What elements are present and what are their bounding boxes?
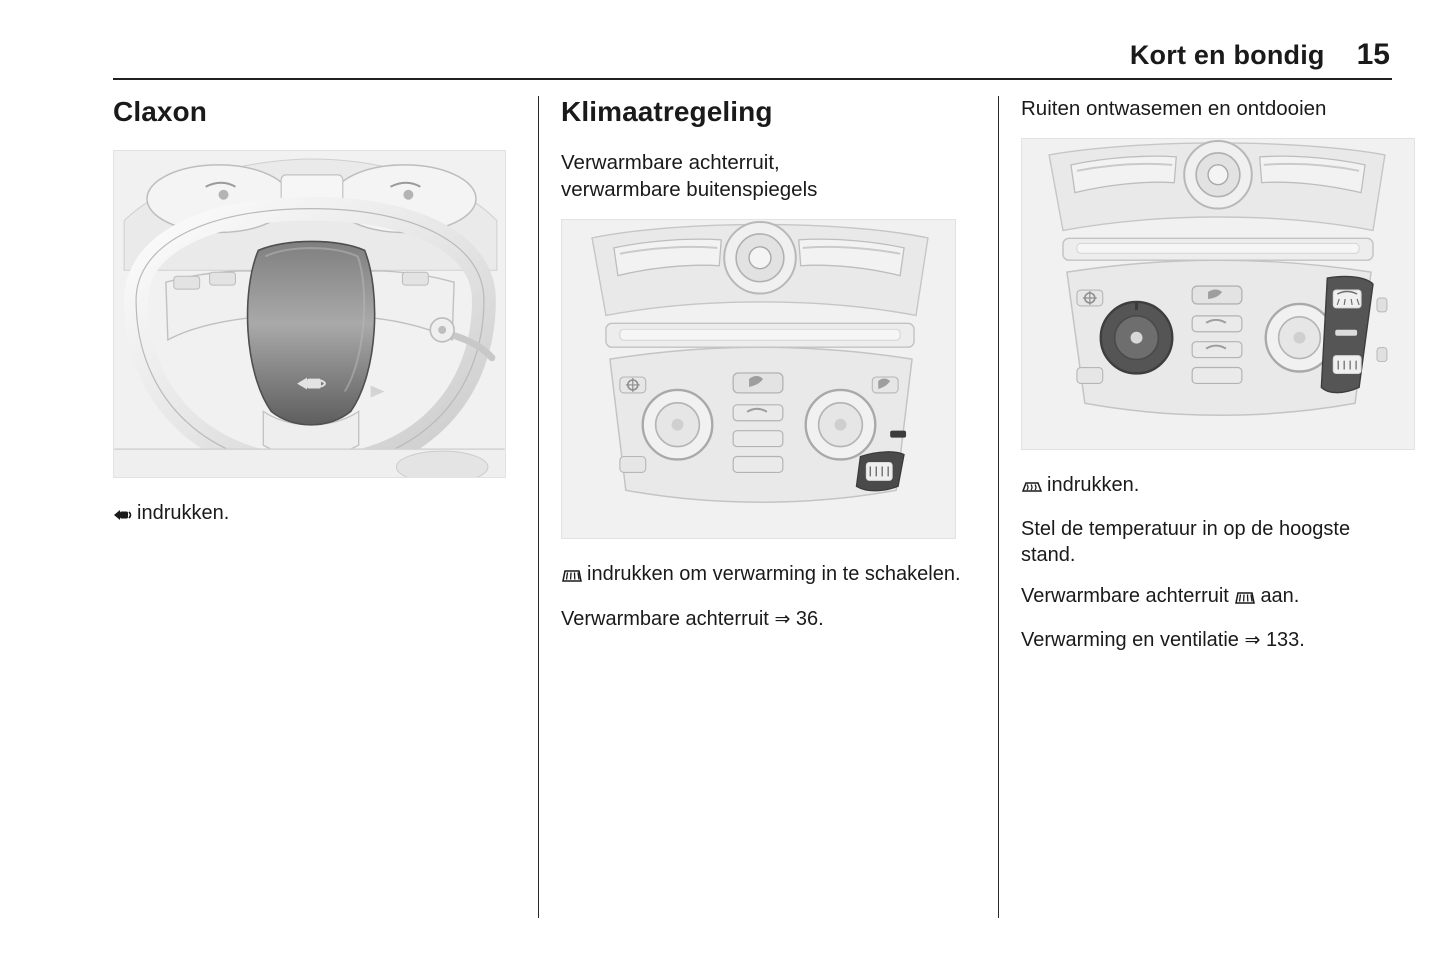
steering-wheel-horn-illustration bbox=[113, 150, 506, 478]
klimaat-paragraph-1-text: indrukken om verwarming in te schakelen. bbox=[587, 563, 961, 586]
horn-icon bbox=[113, 504, 133, 530]
rear-window-heating-icon bbox=[561, 565, 583, 591]
ruiten-paragraph-4 bbox=[1021, 627, 1392, 653]
claxon-caption-text: indrukken. bbox=[137, 502, 230, 525]
page-title: Kort en bondig bbox=[1129, 40, 1325, 70]
ruiten-paragraph-3-after: aan. bbox=[1260, 584, 1300, 607]
page-number: 15 bbox=[1356, 38, 1390, 71]
ruiten-paragraph-1 bbox=[1021, 472, 1392, 502]
klimaat-ref-label: Verwarmbare achterruit bbox=[561, 607, 769, 630]
page-header bbox=[113, 38, 1392, 80]
ruiten-paragraph-3-before: Verwarmbare achterruit bbox=[1021, 584, 1229, 607]
ruiten-paragraph-2: Stel de temperatuur in op de hoogste stand. bbox=[1021, 518, 1351, 567]
windshield-defrost-icon bbox=[1021, 476, 1043, 502]
ruiten-paragraph-1-text: indrukken. bbox=[1047, 473, 1140, 496]
subsection-title-verwarmbare bbox=[561, 150, 964, 203]
cross-reference-arrow-icon: ⇒ bbox=[774, 607, 791, 630]
climate-control-panel-illustration bbox=[561, 219, 956, 539]
column-claxon bbox=[113, 96, 538, 918]
column-klimaatregeling bbox=[538, 96, 998, 918]
column-ruiten-ontwasemen bbox=[998, 96, 1392, 918]
defrost-control-panel-illustration bbox=[1021, 138, 1415, 450]
ruiten-ref-label: Verwarming en ventilatie bbox=[1021, 629, 1239, 652]
claxon-caption bbox=[113, 500, 504, 530]
klimaat-paragraph-2 bbox=[561, 606, 964, 632]
rear-window-heating-icon bbox=[1234, 587, 1256, 613]
content-columns bbox=[113, 96, 1392, 918]
section-title-klimaatregeling: Klimaatregeling bbox=[561, 96, 773, 127]
klimaat-ref-page: 36. bbox=[795, 607, 824, 630]
klimaat-paragraph-1 bbox=[561, 561, 964, 591]
subtitle-line-2: verwarmbare buitenspiegels bbox=[561, 177, 818, 201]
section-title-ruiten: Ruiten ontwasemen en ontdooien bbox=[1021, 97, 1327, 120]
ruiten-paragraph-3 bbox=[1021, 583, 1392, 613]
cross-reference-arrow-icon: ⇒ bbox=[1244, 629, 1261, 652]
subtitle-line-1: Verwarmbare achterruit, bbox=[561, 151, 780, 175]
section-title-claxon: Claxon bbox=[113, 96, 207, 127]
ruiten-ref-page: 133. bbox=[1265, 629, 1305, 652]
